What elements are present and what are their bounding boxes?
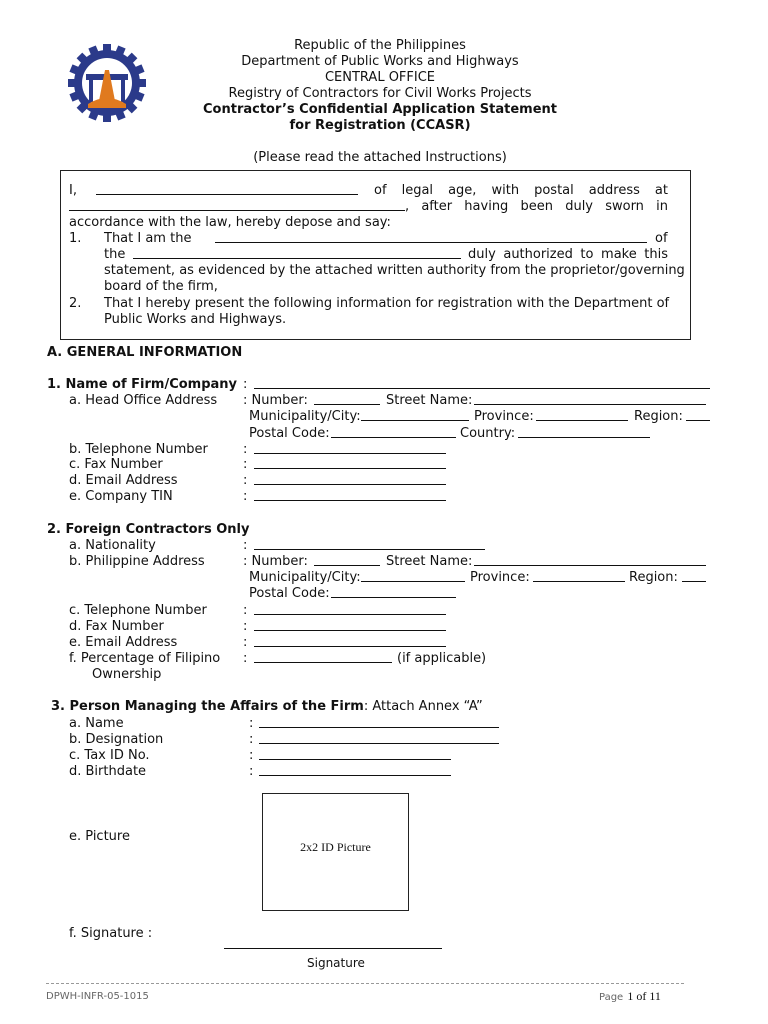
colon: : — [243, 651, 248, 666]
s2-telephone-label: c. Telephone Number — [69, 603, 207, 618]
s1-tin-field[interactable] — [254, 489, 446, 501]
dpwh-logo — [68, 44, 146, 122]
colon: : — [243, 377, 248, 392]
s3-birthdate-field[interactable] — [259, 764, 451, 776]
oath-board: board of the firm, — [104, 279, 218, 294]
signature-caption: Signature — [307, 956, 365, 970]
s3-signature-label: f. Signature : — [69, 926, 153, 941]
ho-street-field[interactable] — [474, 393, 706, 405]
s3-title: 3. Person Managing the Affairs of the Firm — [51, 699, 364, 714]
oath-sworn: , after having been duly sworn in — [405, 199, 668, 214]
form-title: Contractor’s Confidential Application Statement — [203, 102, 557, 117]
s1-telephone-label: b. Telephone Number — [69, 442, 208, 457]
s1-tin-label: e. Company TIN — [69, 489, 173, 504]
firm-field[interactable] — [133, 247, 461, 259]
region-label: Region: — [634, 409, 683, 424]
street-label: Street Name: — [386, 393, 473, 408]
s2-percentage-field[interactable] — [254, 651, 392, 663]
colon: : — [243, 538, 248, 553]
s3-name-field[interactable] — [259, 716, 499, 728]
s2-fax-field[interactable] — [254, 619, 446, 631]
s3-tax-id-label: c. Tax ID No. — [69, 748, 150, 763]
colon: : — [243, 619, 248, 634]
colon: : — [249, 748, 254, 763]
header-registry: Registry of Contractors for Civil Works Projects — [228, 86, 532, 101]
page-count: 1 of 11 — [627, 989, 661, 1003]
s2-email-field[interactable] — [254, 635, 446, 647]
muni-label: Municipality/City: — [249, 409, 361, 424]
ho-number-field[interactable] — [314, 393, 380, 405]
s2-address-label: b. Philippine Address — [69, 554, 205, 569]
s2-ownership-label: Ownership — [92, 667, 162, 682]
province-label: Province: — [470, 570, 530, 585]
oath-of: of — [655, 231, 668, 246]
s3-birthdate-label: d. Birthdate — [69, 764, 147, 779]
ph-postal-field[interactable] — [331, 586, 456, 598]
street-label: Street Name: — [386, 554, 473, 569]
country-label: Country: — [460, 426, 516, 441]
header-office: CENTRAL OFFICE — [324, 70, 436, 85]
colon: : — [243, 635, 248, 650]
s2-fax-label: d. Fax Number — [69, 619, 164, 634]
colon: : — [243, 473, 248, 488]
footer-code: DPWH-INFR-05-1015 — [46, 991, 149, 1002]
s2-telephone-field[interactable] — [254, 603, 446, 615]
number-label: : Number: — [243, 554, 308, 569]
instructions-note: (Please read the attached Instructions) — [253, 150, 507, 165]
oath-accordance: accordance with the law, hereby depose and say: — [69, 215, 391, 230]
s3-designation-field[interactable] — [259, 732, 499, 744]
postal-label: Postal Code: — [249, 426, 330, 441]
if-applicable-note: (if applicable) — [397, 651, 487, 666]
ho-province-field[interactable] — [536, 409, 628, 421]
s3-heading — [51, 699, 483, 714]
colon: : — [249, 716, 254, 731]
position-field[interactable] — [215, 231, 647, 243]
s1-title: 1. Name of Firm/Company — [47, 377, 238, 392]
province-label: Province: — [474, 409, 534, 424]
page-word: Page — [599, 992, 624, 1003]
signature-line[interactable] — [224, 948, 442, 949]
s1-fax-label: c. Fax Number — [69, 457, 163, 472]
colon: : — [243, 603, 248, 618]
oath-i: I, — [69, 183, 77, 198]
firm-name-field[interactable] — [254, 377, 710, 389]
id-picture-caption: 2x2 ID Picture — [300, 840, 371, 854]
affiant-name-field[interactable] — [96, 183, 358, 195]
s2-percentage-label: f. Percentage of Filipino — [69, 651, 221, 666]
postal-address-field[interactable] — [69, 199, 405, 211]
s1-fax-field[interactable] — [254, 457, 446, 469]
oath-that-i-am: That I am the — [104, 231, 192, 246]
colon: : — [243, 457, 248, 472]
s2-nationality-label: a. Nationality — [69, 538, 156, 553]
ho-region-field[interactable] — [686, 409, 710, 421]
s1-head-office-label: a. Head Office Address — [69, 393, 218, 408]
ho-postal-field[interactable] — [331, 426, 456, 438]
s1-email-field[interactable] — [254, 473, 446, 485]
ph-muni-field[interactable] — [361, 570, 465, 582]
colon: : — [249, 764, 254, 779]
region-label: Region: — [629, 570, 678, 585]
colon: : — [243, 442, 248, 457]
oath-item-1-number: 1. — [69, 231, 82, 246]
number-label: : Number: — [243, 393, 308, 408]
s2-title: 2. Foreign Contractors Only — [47, 522, 250, 537]
s3-tax-id-field[interactable] — [259, 748, 451, 760]
oath-legal-age: of legal age, with postal address at — [374, 183, 668, 198]
oath-dpwh: Public Works and Highways. — [104, 312, 287, 327]
s2-email-label: e. Email Address — [69, 635, 178, 650]
s3-picture-label: e. Picture — [69, 829, 130, 844]
page-number — [599, 989, 661, 1004]
oath-duly-authorized: duly authorized to make this — [468, 247, 668, 262]
s3-designation-label: b. Designation — [69, 732, 164, 747]
s1-email-label: d. Email Address — [69, 473, 178, 488]
colon: : — [243, 489, 248, 504]
ho-country-field[interactable] — [518, 426, 650, 438]
form-subtitle: for Registration (CCASR) — [289, 118, 471, 133]
id-picture-box[interactable] — [262, 793, 409, 911]
ph-street-field[interactable] — [474, 554, 706, 566]
s1-telephone-field[interactable] — [254, 442, 446, 454]
footer-divider — [46, 983, 684, 984]
s3-annex: : Attach Annex “A” — [363, 699, 483, 714]
ph-number-field[interactable] — [314, 554, 380, 566]
s2-nationality-field[interactable] — [254, 538, 485, 550]
header-department: Department of Public Works and Highways — [241, 54, 519, 69]
muni-label: Municipality/City: — [249, 570, 361, 585]
section-a-heading: A. GENERAL INFORMATION — [47, 345, 243, 360]
oath-present: That I hereby present the following information for registration with the Department of — [104, 296, 670, 311]
oath-the: the — [104, 247, 126, 262]
ph-province-field[interactable] — [533, 570, 625, 582]
colon: : — [249, 732, 254, 747]
header-republic: Republic of the Philippines — [294, 38, 466, 53]
postal-label: Postal Code: — [249, 586, 330, 601]
oath-item-2-number: 2. — [69, 296, 82, 311]
ho-muni-field[interactable] — [361, 409, 469, 421]
oath-statement: statement, as evidenced by the attached written authority from the proprietor/governing — [104, 263, 685, 278]
s3-name-label: a. Name — [69, 716, 124, 731]
ph-region-field[interactable] — [682, 570, 706, 582]
